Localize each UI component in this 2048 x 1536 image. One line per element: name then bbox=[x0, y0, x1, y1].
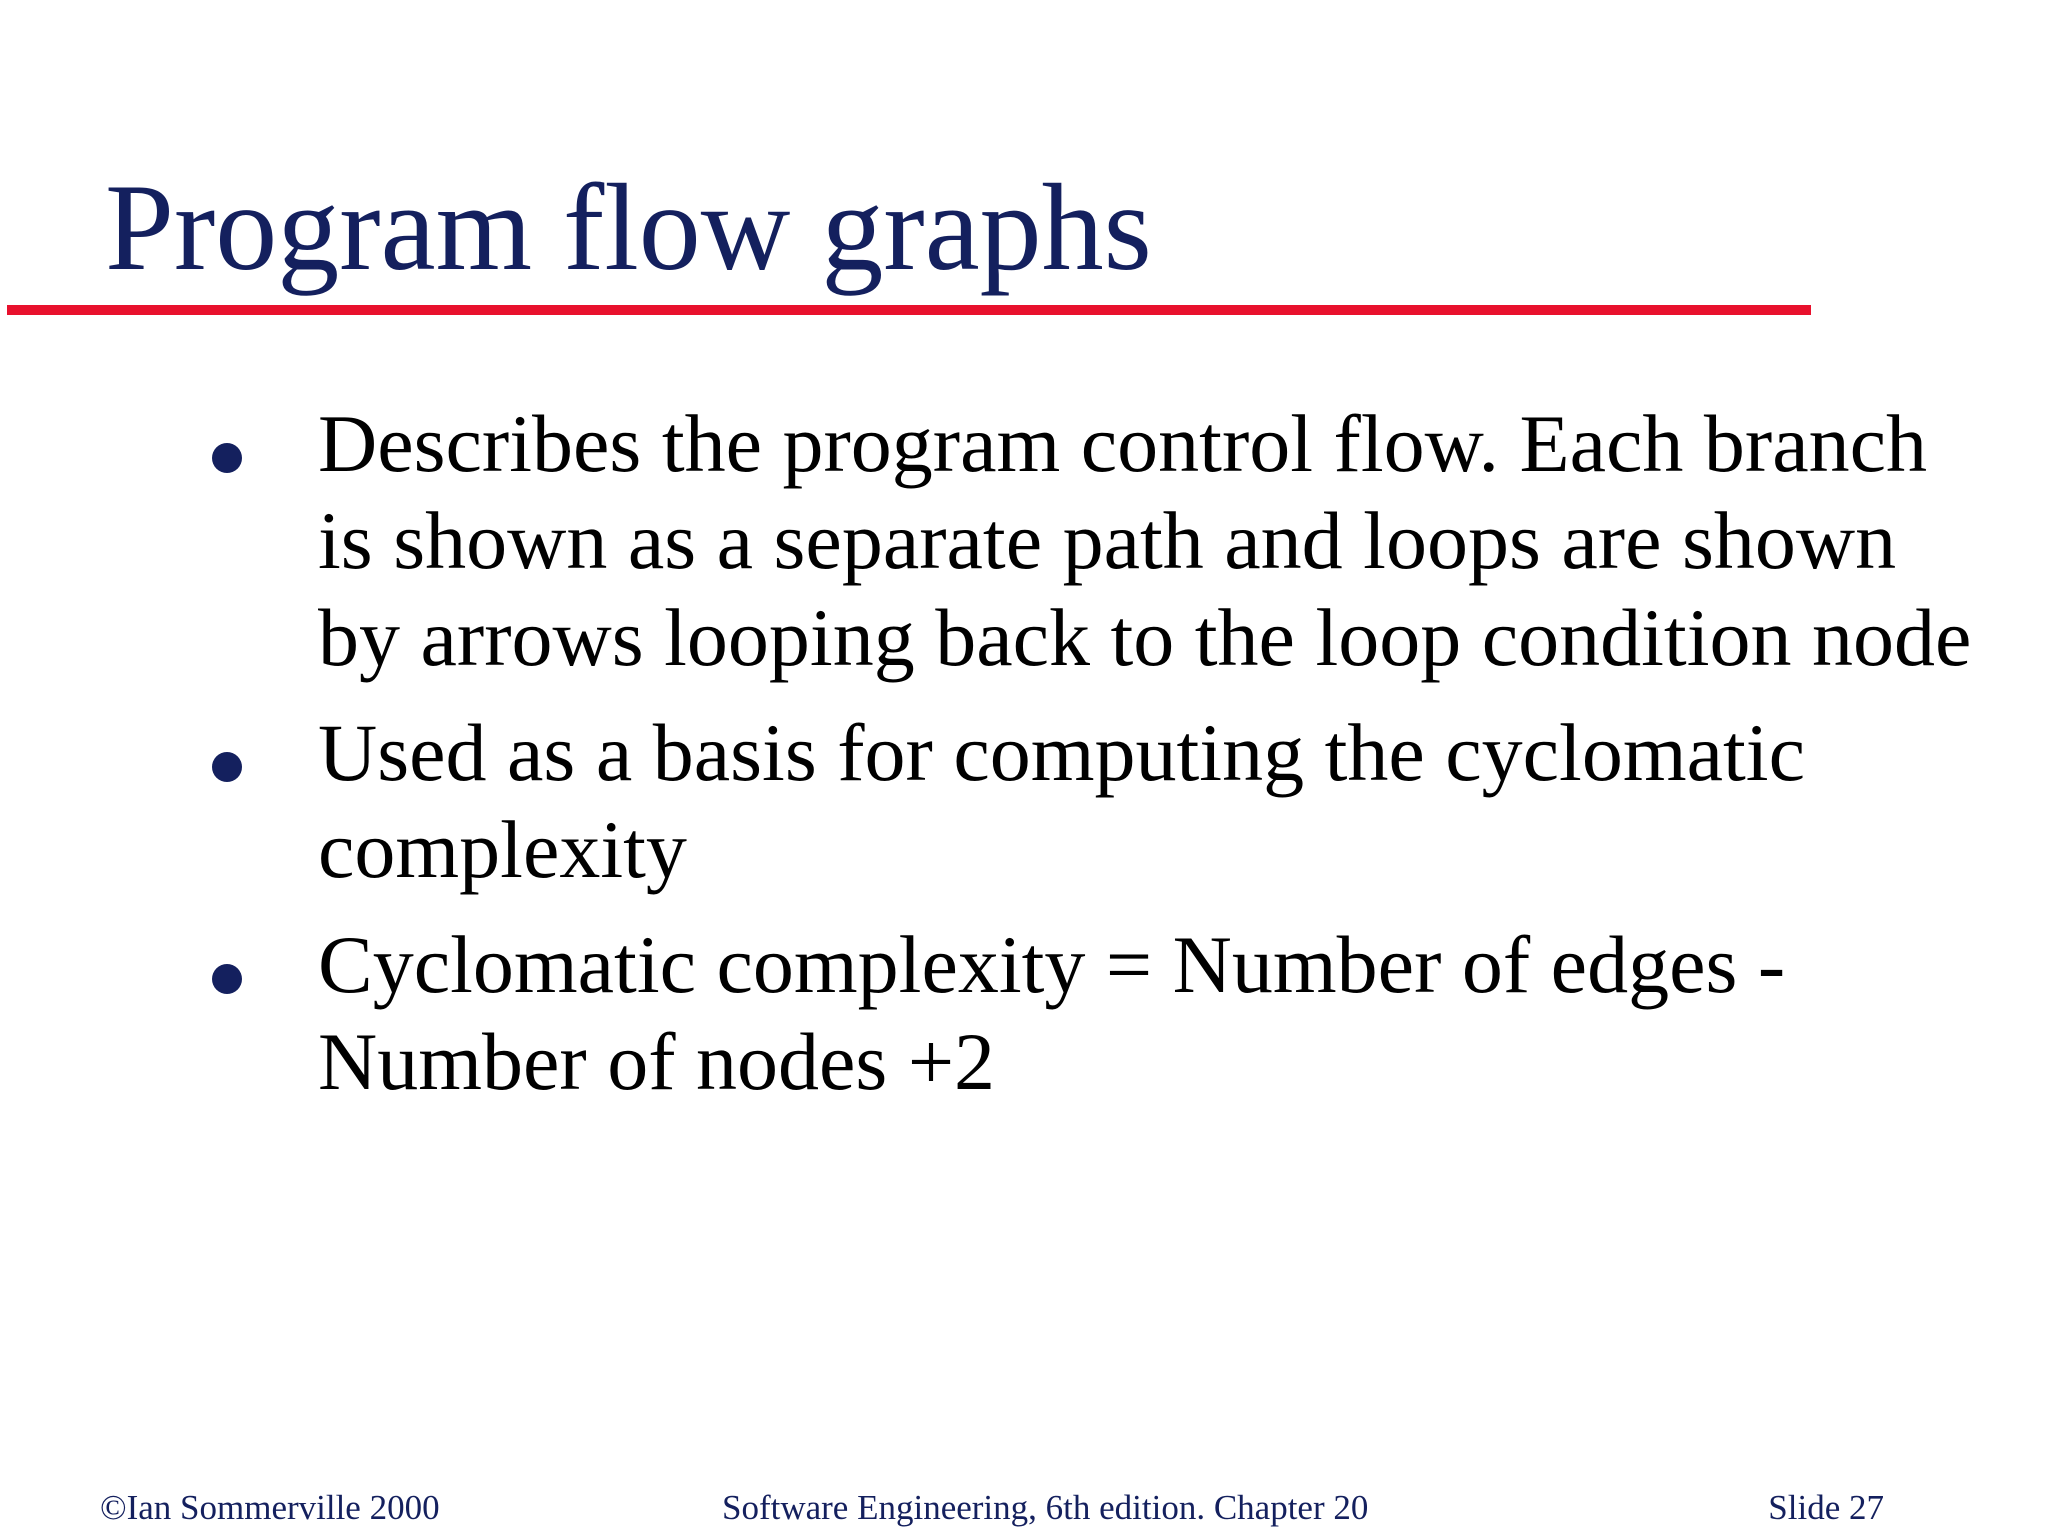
bullet-text: Describes the program control flow. Each branch is shown as a separate path and loops are shown by arrows looping back to the loop condition node bbox=[318, 398, 1972, 683]
bullet-dot-icon bbox=[212, 443, 242, 473]
bullet-list bbox=[0, 395, 2048, 1128]
slide-title: Program flow graphs bbox=[105, 159, 1152, 296]
bullet-text: Used as a basis for computing the cyclomatic complexity bbox=[318, 707, 1805, 895]
bullet-item bbox=[0, 395, 2048, 686]
title-underline-rule bbox=[7, 305, 1811, 315]
bullet-item bbox=[0, 916, 2048, 1110]
bullet-dot-icon bbox=[212, 964, 242, 994]
bullet-item bbox=[0, 704, 2048, 898]
footer-copyright: ©Ian Sommerville 2000 bbox=[100, 1488, 440, 1527]
bullet-dot-icon bbox=[212, 752, 242, 782]
footer-book-title: Software Engineering, 6th edition. Chapter 20 bbox=[722, 1488, 1369, 1527]
bullet-text: Cyclomatic complexity = Number of edges - Number of nodes +2 bbox=[318, 919, 1786, 1107]
footer-slide-number: Slide 27 bbox=[1768, 1488, 1884, 1527]
